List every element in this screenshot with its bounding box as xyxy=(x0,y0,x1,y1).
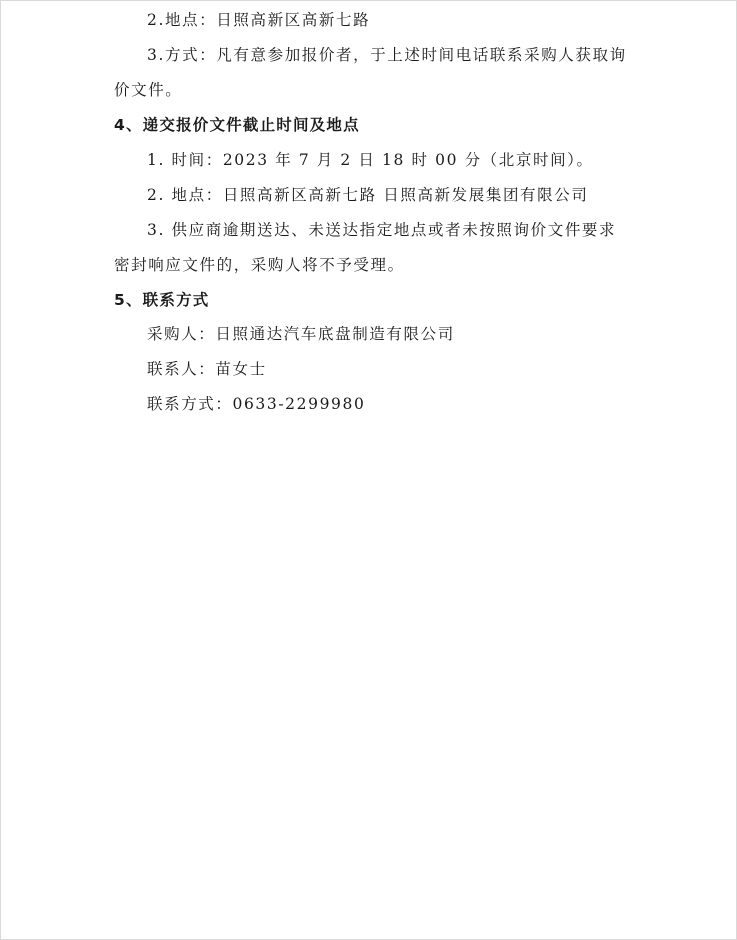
purchaser-line: 采购人：日照通达汽车底盘制造有限公司 xyxy=(147,325,455,343)
late-submission-item-continued: 密封响应文件的，采购人将不予受理。 xyxy=(114,256,405,274)
method-item: 3.方式：凡有意参加报价者，于上述时间电话联系采购人获取询 xyxy=(147,46,627,64)
contact-person-line: 联系人：苗女士 xyxy=(147,360,267,378)
section-4-heading: 4、递交报价文件截止时间及地点 xyxy=(114,116,360,134)
deadline-time-item: 1. 时间：2023 年 7 月 2 日 18 时 00 分（北京时间）。 xyxy=(147,151,594,169)
submission-location-item: 2. 地点：日照高新区高新七路 日照高新发展集团有限公司 xyxy=(147,186,589,204)
section-5-heading: 5、联系方式 xyxy=(114,291,210,309)
location-item: 2.地点：日照高新区高新七路 xyxy=(147,11,371,29)
phone-line: 联系方式：0633-2299980 xyxy=(147,395,366,413)
late-submission-item: 3. 供应商逾期送达、未送达指定地点或者未按照询价文件要求 xyxy=(147,221,617,239)
method-item-continued: 价文件。 xyxy=(114,81,183,99)
